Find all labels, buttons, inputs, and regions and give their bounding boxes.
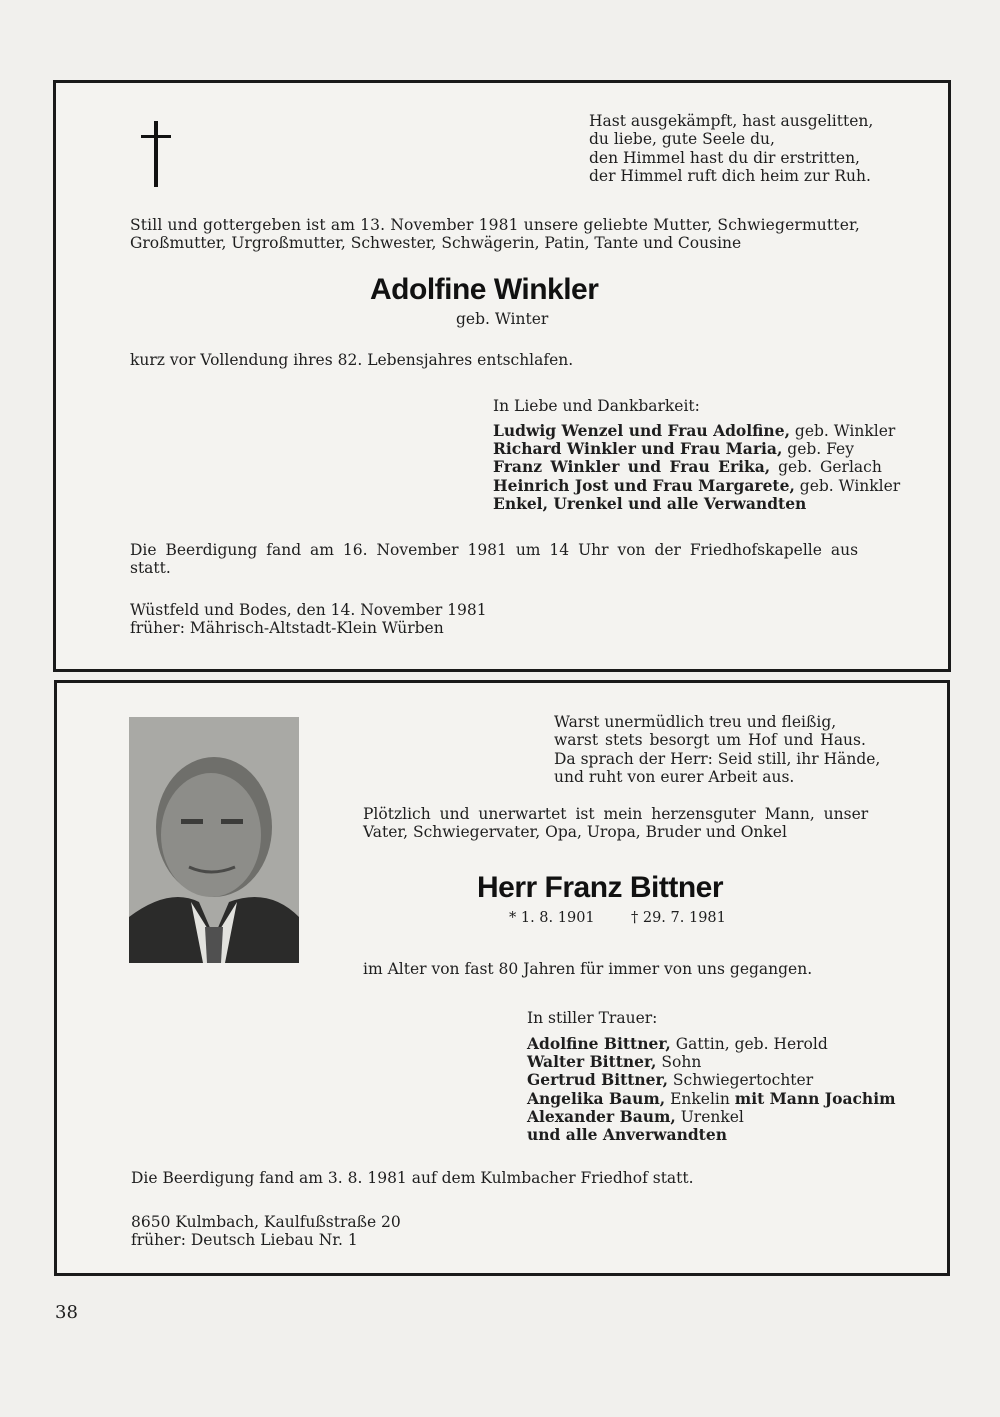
mourner-line: Ludwig Wenzel und Frau Adolfine, geb. Winkler [493,421,896,440]
obituary-notice-winkler [53,80,951,672]
mourners-list [493,422,900,513]
deceased-name: Herr Franz Bittner [477,871,724,904]
mourners-list [527,1035,896,1144]
funeral-text: Die Beerdigung fand am 3. 8. 1981 auf dem Kulmbacher Friedhof statt. [131,1169,694,1187]
obituary-notice-bittner [54,680,950,1276]
death-date: † 29. 7. 1981 [631,910,726,926]
mourner-line: Franz Winkler und Frau Erika, geb. Gerlach [493,457,882,477]
cross-icon [141,121,171,187]
mourner-line: Richard Winkler und Frau Maria, geb. Fey [493,439,854,459]
mourner-line: und alle Anverwandten [527,1124,727,1144]
poem: Hast ausgekämpft, hast ausgelitten, du liebe, gute Seele du, den Himmel hast du dir erstritten, der Himmel ruft dich heim zur Ruh. [589,112,874,185]
mourner-line: Heinrich Jost und Frau Margarete, geb. Winkler [493,475,901,495]
poem: Warst unermüdlich treu und fleißig, warst stets besorgt um Hof und Haus. Da sprach der Herr: Seid still, ihr Hände, und ruht von eurer Arbeit aus. [554,713,881,786]
mourner-line: Adolfine Bittner, Gattin, geb. Herold [527,1034,828,1053]
age-line: im Alter von fast 80 Jahren für immer von uns gegangen. [363,960,813,978]
page-number: 38 [55,1302,78,1323]
mourner-line: Walter Bittner, Sohn [527,1052,702,1072]
maiden-name: geb. Winter [456,310,549,328]
portrait-photo [129,717,299,963]
funeral-text: Die Beerdigung fand am 16. November 1981 um 14 Uhr von der Friedhofskapelle aus statt. [130,541,859,577]
intro-text: Still und gottergeben ist am 13. November 1981 unsere geliebte Mutter, Schwiegermutter, Großmutter, Urgroßmutter, Schwester, Schwägerin, Patin, Tante und Cousine [130,216,860,252]
mourners-heading: In Liebe und Dankbarkeit: [493,397,700,415]
place-date: 8650 Kulmbach, Kaulfußstraße 20 früher: Deutsch Liebau Nr. 1 [131,1213,401,1249]
mourners-heading: In stiller Trauer: [527,1009,658,1027]
deceased-name: Adolfine Winkler [370,273,599,306]
mourner-line: Gertrud Bittner, Schwiegertochter [527,1070,814,1090]
place-date: Wüstfeld und Bodes, den 14. November 1981 früher: Mährisch-Altstadt-Klein Würben [130,601,487,637]
mourner-line: Alexander Baum, Urenkel [527,1106,744,1126]
age-line: kurz vor Vollendung ihres 82. Lebensjahres entschlafen. [130,351,574,369]
mourner-line: Enkel, Urenkel und alle Verwandten [493,493,807,513]
intro-text: Plötzlich und unerwartet ist mein herzensguter Mann, unser Vater, Schwiegervater, Opa, Uropa, Bruder und Onkel [363,805,869,841]
birth-date: * 1. 8. 1901 [509,910,595,926]
mourner-line: Angelika Baum, Enkelin mit Mann Joachim [527,1088,896,1108]
